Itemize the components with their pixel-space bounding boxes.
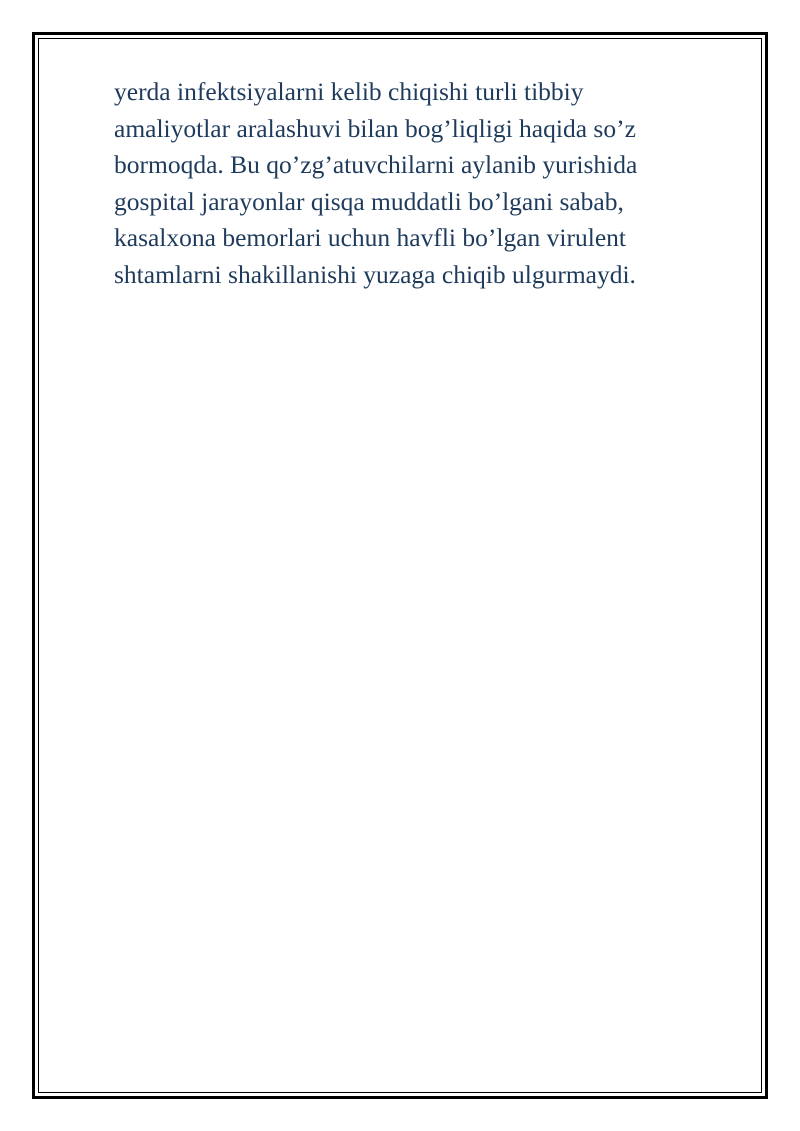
- text-line: shtamlarni shakillanishi yuzaga chiqib ulgurmaydi.: [114, 259, 636, 289]
- text-line: amaliyotlar aralashuvi bilan bog’liqligi haqida so’z: [114, 113, 636, 143]
- body-paragraph: [114, 74, 734, 294]
- text-line: yerda infektsiyalarni kelib chiqishi turli tibbiy: [114, 77, 584, 106]
- text-line: bormoqda. Bu qo’zg’atuvchilarni aylanib yurishida: [114, 150, 638, 180]
- text-line: gospital jarayonlar qisqa muddatli bo’lgani sabab,: [114, 186, 624, 216]
- text-line: kasalxona bemorlari uchun havfli bo’lgan virulent: [114, 223, 626, 253]
